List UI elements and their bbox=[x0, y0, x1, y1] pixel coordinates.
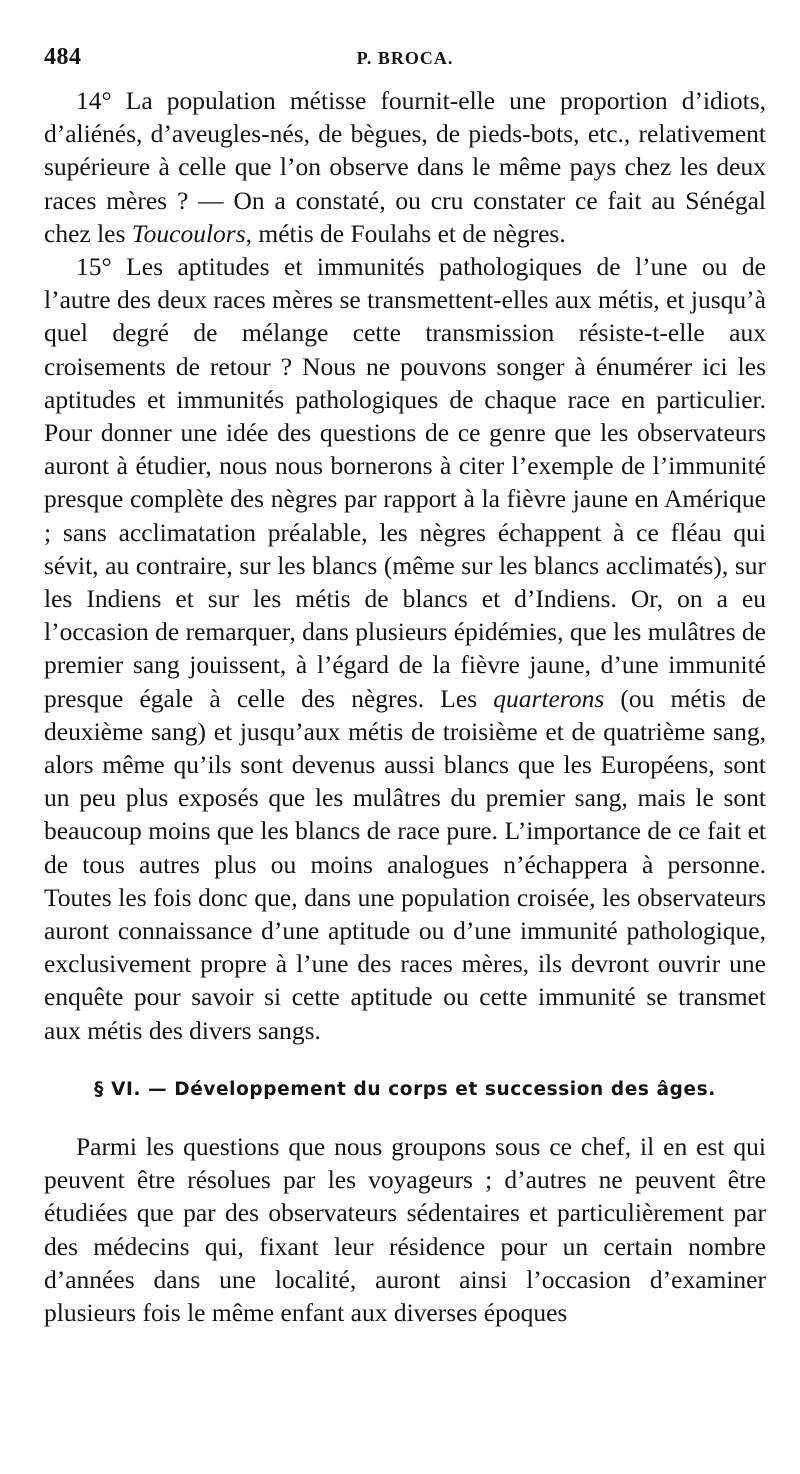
paragraph-14 bbox=[44, 84, 766, 250]
paragraph-15-text: 15° Les aptitudes et immunités pathologiques de l’une ou de l’autre des deux races mères se transmettent-elles aux métis, et jusqu’à quel degré de mélange cette transmission résiste-t-elle aux croisements de retour ? Nous ne pouvons songer à énumérer ici les aptitudes et immunités pathologiques de chaque race en particulier. Pour donner une idée des questions de ce genre que les observateurs auront à étudier, nous nous bornerons à citer l’exemple de l’immunité presque complète des nègres par rapport à la fièvre jaune en Amérique ; sans acclimatation préalable, les nègres échappent à ce fléau qui sévit, au contraire, sur les blancs (même sur les blancs acclimatés), sur les Indiens et sur les métis de blancs et d’Indiens. Or, on a eu l’occasion de remarquer, dans plusieurs épidémies, que les mulâtres de premier sang jouissent, à l’égard de la fièvre jaune, d’une immunité presque égale à celle des nègres. Les bbox=[44, 252, 766, 713]
page-number: 484 bbox=[44, 44, 82, 70]
paragraph-15 bbox=[44, 250, 766, 1047]
page-header bbox=[44, 44, 766, 84]
book-page bbox=[44, 44, 766, 1329]
running-head: P. BROCA. bbox=[356, 48, 454, 68]
paragraph-15-italic-term: quarterons bbox=[493, 683, 605, 713]
section-heading: § VI. — Développement du corps et succession des âges. bbox=[94, 1078, 716, 1100]
paragraph-14-italic-term: Toucoulors bbox=[131, 218, 246, 248]
paragraph-14-text-after: , métis de Foulahs et de nègres. bbox=[245, 218, 566, 248]
paragraph-14-text: 14° La population métisse fournit-elle une proportion d’idiots, d’aliénés, d’aveugles-nés, de bègues, de pieds-bots, etc., relativement supérieure à celle que l’on observe dans le même pays chez les deux races mères ? — On a constaté, ou cru constater ce fait au Sénégal chez les bbox=[44, 86, 766, 248]
paragraph-15-text-after: (ou métis de deuxième sang) et jusqu’aux métis de troisième et de quatrième sang, alors même qu’ils sont devenus aussi blancs que les Européens, sont un peu plus exposés que les mulâtres du premier sang, mais le sont beaucoup moins que les blancs de race pure. L’importance de ce fait et de tous autres plus ou moins analogues n’échappera à personne. Toutes les fois donc que, dans une population croisée, les observateurs auront connaissance d’une aptitude ou d’une immunité pathologique, exclusivement propre à l’une des races mères, ils devront ouvrir une enquête pour savoir si cette aptitude ou cette immunité se transmet aux métis des divers sangs. bbox=[44, 683, 766, 1045]
section-paragraph: Parmi les questions que nous groupons sous ce chef, il en est qui peuvent être résolues par les voyageurs ; d’autres ne peuvent être étudiées que par des observateurs sédentaires et particulièrement par des médecins qui, fixant leur résidence pour un certain nombre d’années dans une localité, auront ainsi l’occasion d’examiner plusieurs fois le même enfant aux diverses époques bbox=[44, 1131, 766, 1327]
